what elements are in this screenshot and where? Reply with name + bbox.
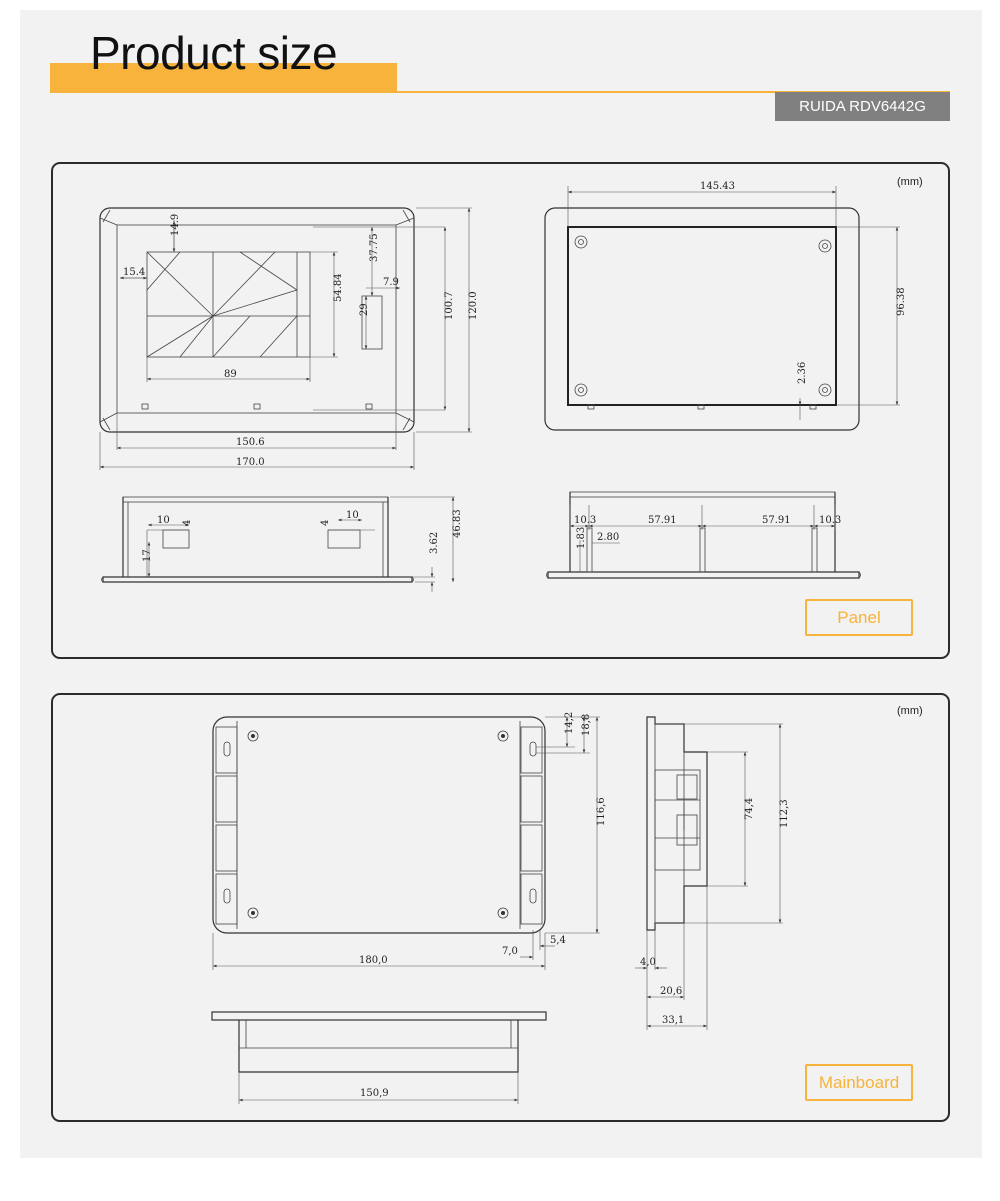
page-title: Product size [90,27,338,79]
dim-74-4: 74,4 [744,797,755,820]
dim-96-38: 96.38 [896,287,907,316]
dim-46-83: 46.83 [452,509,463,538]
dim-3-62: 3.62 [429,531,440,554]
dim-170-0: 170.0 [236,457,265,468]
panel-side-view-2 [547,492,861,578]
dim-100-7: 100.7 [444,291,455,320]
dim-4-a: 4 [182,519,193,526]
panel-front-view [100,208,472,470]
dim-112-3: 112,3 [779,799,790,828]
dim-15-4: 15.4 [123,267,146,278]
dim-89: 89 [224,369,237,380]
mainboard-tag: Mainboard [805,1064,913,1101]
dim-4-b: 4 [320,519,331,526]
dim-7-9: 7.9 [383,277,399,288]
dim-18-8: 18,8 [581,713,592,736]
dim-180-0: 180,0 [359,955,388,966]
dim-33-1: 33,1 [662,1015,685,1026]
dim-10-3-a: 10.3 [574,515,597,526]
dim-10-a: 10 [157,515,170,526]
dim-20-6: 20,6 [660,986,683,997]
dim-10-3-b: 10.3 [819,515,842,526]
dim-145-43: 145.43 [700,181,735,192]
dim-4-0: 4,0 [640,957,656,968]
dim-37-75: 37.75 [369,233,380,262]
dim-7-0: 7,0 [502,946,518,957]
dim-54-84: 54.84 [333,273,344,302]
dim-5-4: 5,4 [550,935,566,946]
dim-14-2: 14,2 [564,711,575,734]
panel-side-view [102,497,456,592]
dim-57-91-b: 57.91 [762,515,791,526]
dim-2-80: 2.80 [597,532,620,543]
panel-tag: Panel [805,599,913,636]
mainboard-top-view [213,717,600,970]
dim-120-0: 120.0 [468,291,479,320]
mainboard-unit-label: (mm) [897,705,923,717]
panel-rear-view [545,186,900,430]
panel-unit-label: (mm) [897,176,923,188]
dim-29: 29 [359,303,370,316]
dim-1-83: 1.83 [576,526,587,549]
mainboard-side-view [635,717,783,1030]
dim-150-6: 150.6 [236,437,265,448]
dim-14-9: 14.9 [170,213,181,236]
dim-17: 17 [142,549,153,562]
dim-150-9: 150,9 [360,1088,389,1099]
dim-2-36: 2.36 [797,361,808,384]
dim-57-91-a: 57.91 [648,515,677,526]
dim-10-b: 10 [346,510,359,521]
model-badge: RUIDA RDV6442G [775,92,950,121]
dim-116-6: 116,6 [596,797,607,826]
